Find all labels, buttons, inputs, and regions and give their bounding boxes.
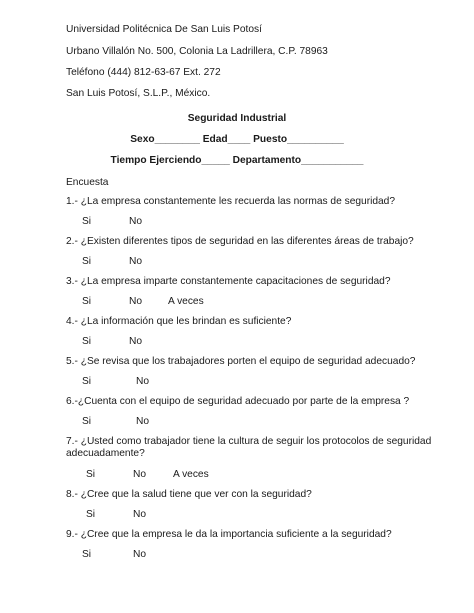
question-2: 2.- ¿Existen diferentes tipos de seguridad en las diferentes áreas de trabajo? bbox=[66, 236, 414, 247]
option-no: No bbox=[133, 509, 147, 520]
option-si: Si bbox=[82, 296, 92, 307]
option-a-veces: A veces bbox=[168, 296, 204, 307]
option-si: Si bbox=[86, 469, 96, 480]
option-si: Si bbox=[82, 549, 92, 560]
option-no: No bbox=[136, 376, 150, 387]
fields-row-sex-age-position: Sexo________ Edad____ Puesto__________ bbox=[130, 134, 344, 145]
question-7-continued: adecuadamente? bbox=[66, 448, 145, 459]
fields-row-time-department: Tiempo Ejerciendo_____ Departamento___________ bbox=[110, 155, 364, 166]
option-si: Si bbox=[82, 256, 92, 267]
option-si: Si bbox=[82, 376, 92, 387]
section-label: Encuesta bbox=[66, 177, 109, 188]
question-8: 8.- ¿Cree que la salud tiene que ver con la seguridad? bbox=[66, 489, 312, 500]
option-no: No bbox=[129, 216, 143, 227]
page-title: Seguridad Industrial bbox=[187, 113, 287, 124]
option-si: Si bbox=[82, 416, 92, 427]
header-institution: Universidad Politécnica De San Luis Potosí bbox=[66, 24, 262, 35]
option-a-veces: A veces bbox=[173, 469, 209, 480]
option-si: Si bbox=[82, 336, 92, 347]
question-1: 1.- ¿La empresa constantemente les recuerda las normas de seguridad? bbox=[66, 196, 396, 207]
question-5: 5.- ¿Se revisa que los trabajadores porten el equipo de seguridad adecuado? bbox=[66, 356, 416, 367]
question-4: 4.- ¿La información que les brindan es suficiente? bbox=[66, 316, 292, 327]
question-9: 9.- ¿Cree que la empresa le da la importancia suficiente a la seguridad? bbox=[66, 529, 392, 540]
header-city: San Luis Potosí, S.L.P., México. bbox=[66, 88, 211, 99]
header-address: Urbano Villalón No. 500, Colonia La Ladrillera, C.P. 78963 bbox=[66, 46, 328, 57]
option-no: No bbox=[129, 256, 143, 267]
option-si: Si bbox=[82, 216, 92, 227]
header-phone: Teléfono (444) 812-63-67 Ext. 272 bbox=[66, 67, 221, 78]
question-3: 3.- ¿La empresa imparte constantemente capacitaciones de seguridad? bbox=[66, 276, 391, 287]
option-si: Si bbox=[86, 509, 96, 520]
option-no: No bbox=[133, 469, 147, 480]
option-no: No bbox=[129, 296, 143, 307]
option-no: No bbox=[136, 416, 150, 427]
option-no: No bbox=[129, 336, 143, 347]
option-no: No bbox=[133, 549, 147, 560]
question-7: 7.- ¿Usted como trabajador tiene la cultura de seguir los protocolos de seguridad bbox=[66, 436, 432, 447]
question-6: 6.-¿Cuenta con el equipo de seguridad adecuado por parte de la empresa ? bbox=[66, 396, 410, 407]
